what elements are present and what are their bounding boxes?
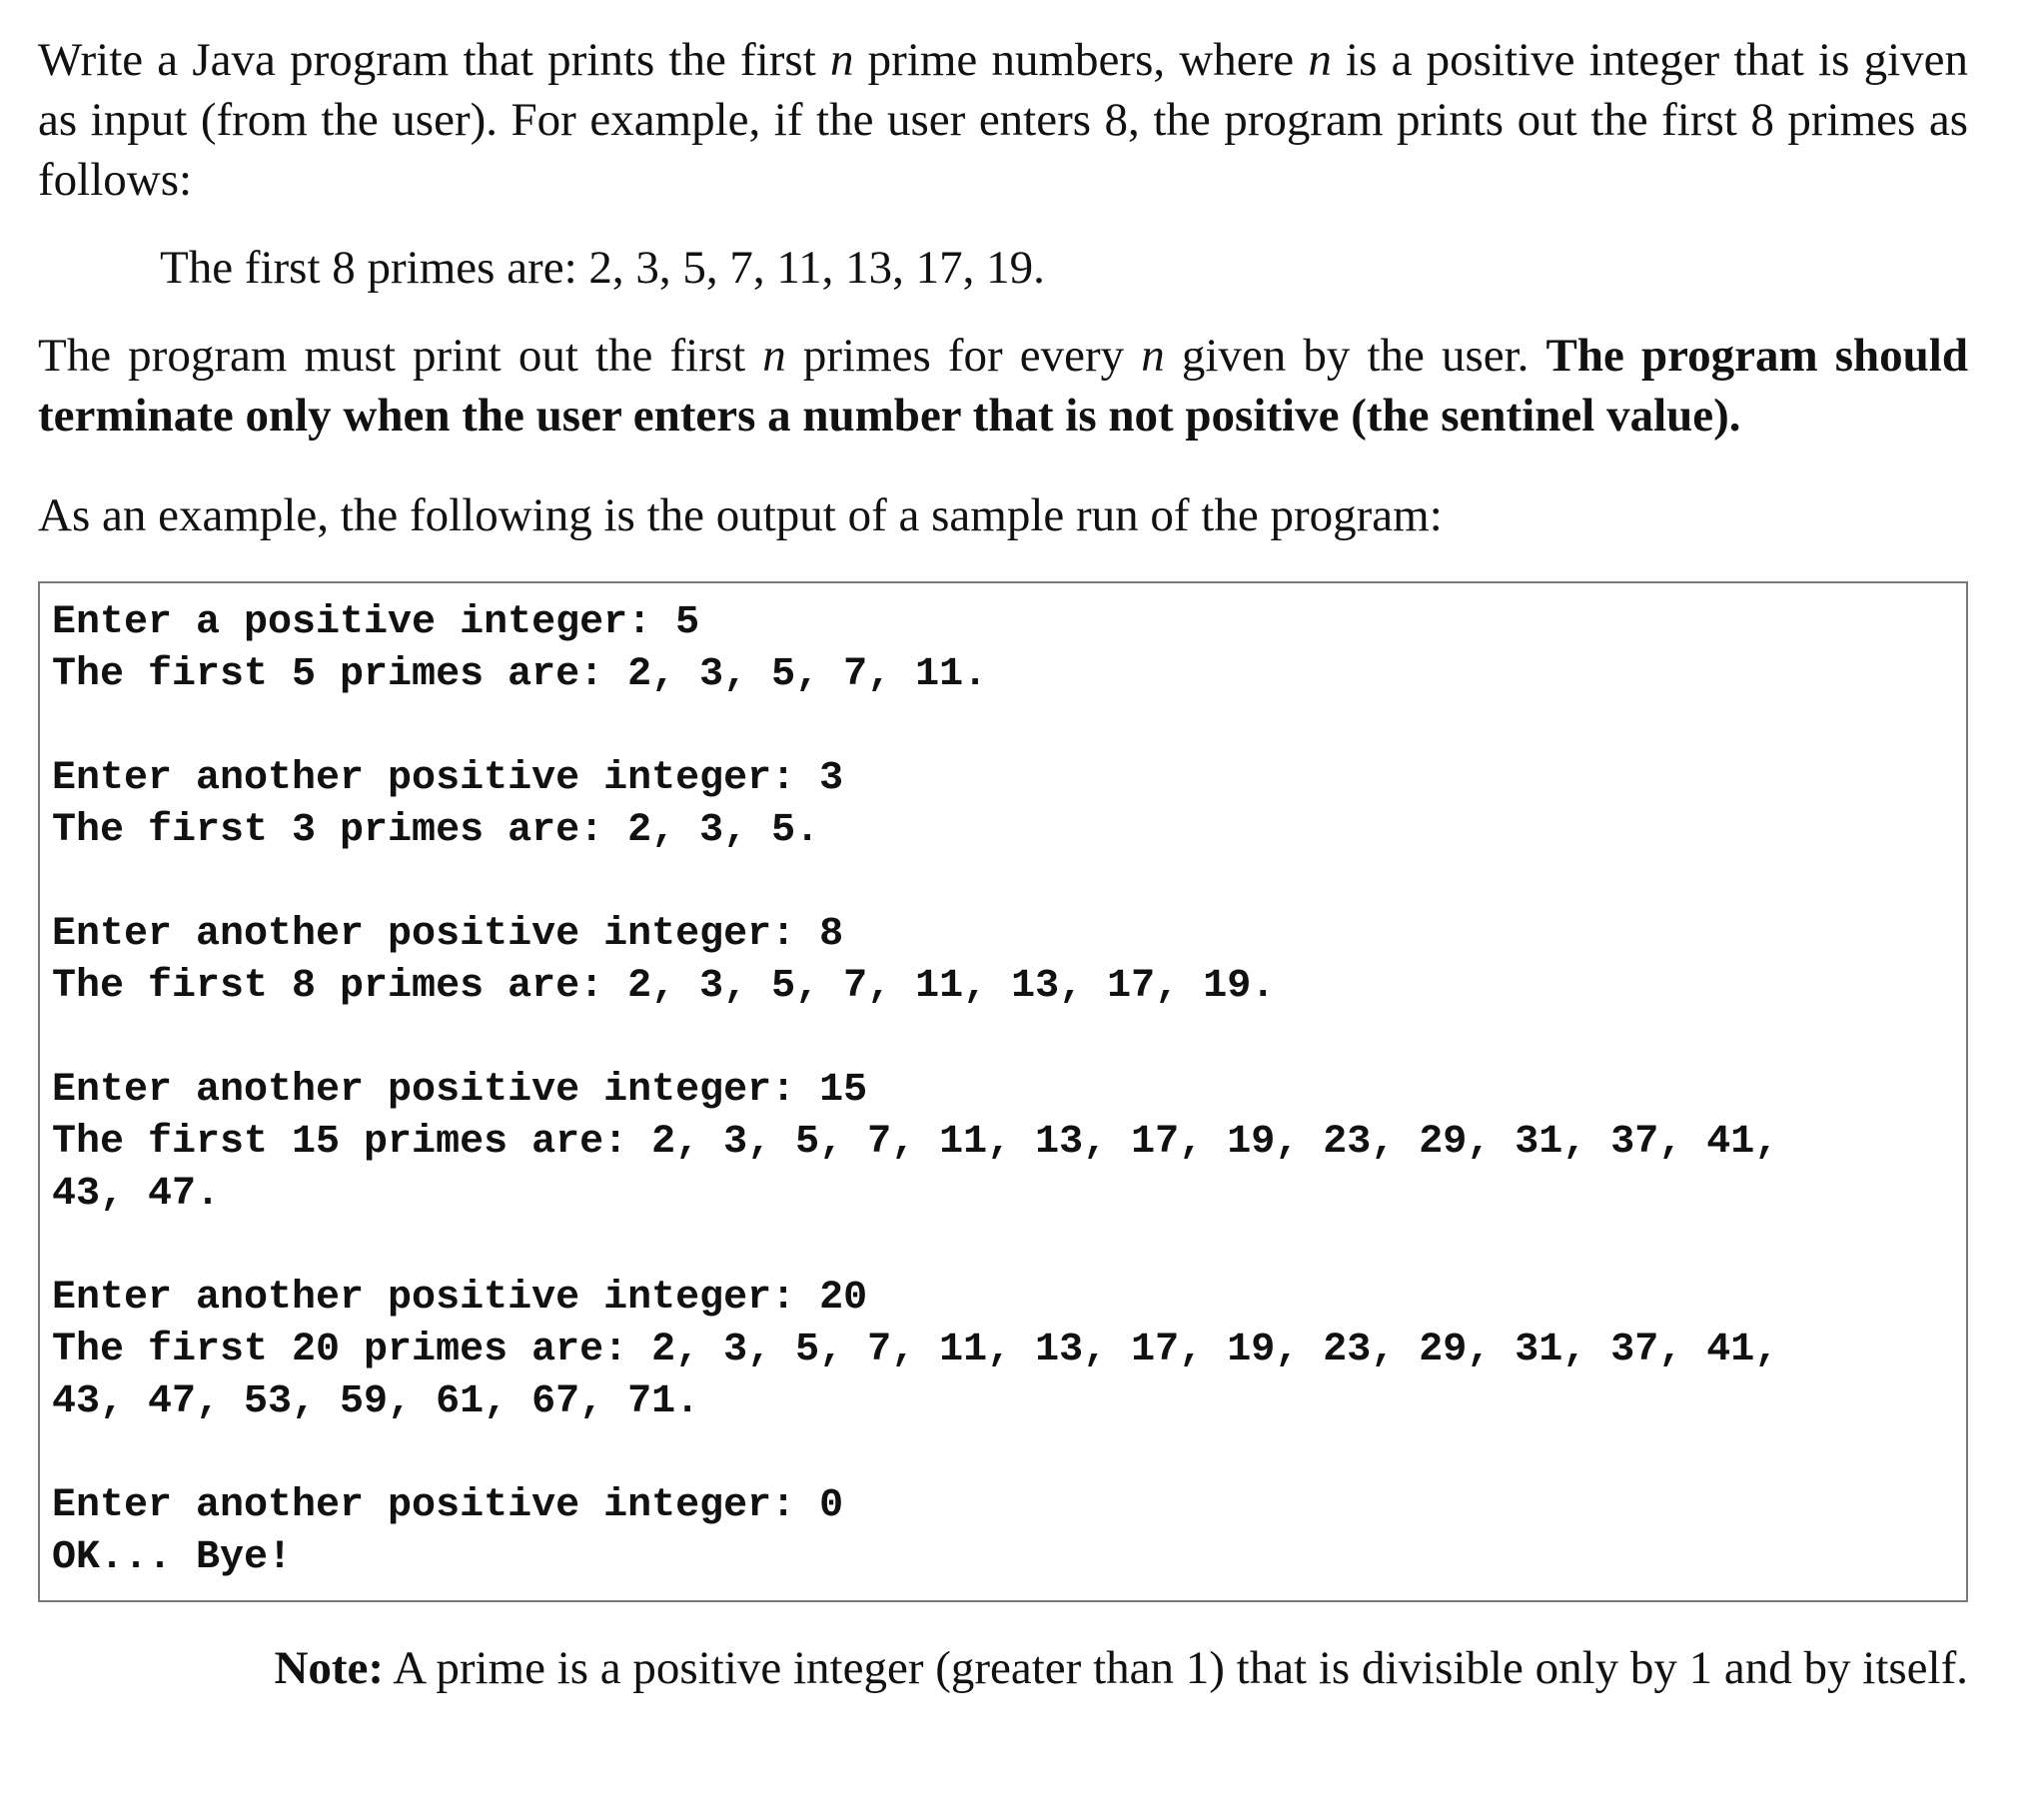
console-block [52,1065,1966,1221]
console-block [52,1273,1966,1428]
intro-paragraph [38,30,1968,210]
console-prompt-line: Enter another positive integer: 3 [52,756,844,801]
console-output-line: 43, 47, 53, 59, 61, 67, 71. [52,1379,700,1424]
sample-run-intro: As an example, the following is the output of a sample run of the program: [38,489,1443,541]
console-output-line: The first 15 primes are: 2, 3, 5, 7, 11, 13, 17, 19, 23, 29, 31, 37, 41, [52,1120,1779,1165]
variable-n: n [1308,34,1332,86]
console-block [52,1480,1966,1584]
variable-n: n [829,34,854,86]
console-output-line: The first 20 primes are: 2, 3, 5, 7, 11, 13, 17, 19, 23, 29, 31, 37, 41, [52,1328,1779,1372]
console-prompt-line: Enter another positive integer: 20 [52,1276,868,1321]
note-paragraph [38,1638,1968,1698]
requirements-text-3: given by the user. [1164,330,1546,382]
requirements-text-2: primes for every [785,330,1142,382]
console-output-line: The first 3 primes are: 2, 3, 5. [52,808,820,853]
note-label: Note: [274,1642,385,1694]
variable-n: n [762,330,786,382]
console-prompt-line: Enter another positive integer: 15 [52,1068,868,1113]
console-block [52,909,1966,1013]
console-prompt-line: Enter another positive integer: 0 [52,1483,844,1528]
assignment-page [38,30,1968,1698]
console-prompt-line: Enter another positive integer: 8 [52,912,844,957]
termination-requirement: The program should terminate only when the user enters a number that is not positive (the sentinel value). [38,330,1968,442]
note-text: A prime is a positive integer (greater than 1) that is divisible only by 1 and by itself. [384,1642,1968,1694]
requirements-text-1: The program must print out the first [38,330,763,382]
console-block [52,753,1966,857]
console-output-line: The first 8 primes are: 2, 3, 5, 7, 11, 13, 17, 19. [52,964,1276,1009]
console-prompt-line: Enter a positive integer: 5 [52,600,700,645]
requirements-paragraph [38,326,1968,446]
console-block [52,597,1966,701]
console-output-line: 43, 47. [52,1172,221,1217]
console-output-line: OK... Bye! [52,1535,293,1580]
sample-run-console [38,581,1968,1602]
intro-text-2: prime numbers, where [853,34,1309,86]
example-output-line: The first 8 primes are: 2, 3, 5, 7, 11, 13, 17, 19. [160,242,1045,294]
console-output-line: The first 5 primes are: 2, 3, 5, 7, 11. [52,652,988,697]
intro-text-3: is a positive integer that is given as input (from the user). For example, if the user enters 8, the program prints out the first 8 primes as follows: [38,34,1968,206]
variable-n: n [1141,330,1165,382]
intro-text-1: Write a Java program that prints the first [38,34,830,86]
